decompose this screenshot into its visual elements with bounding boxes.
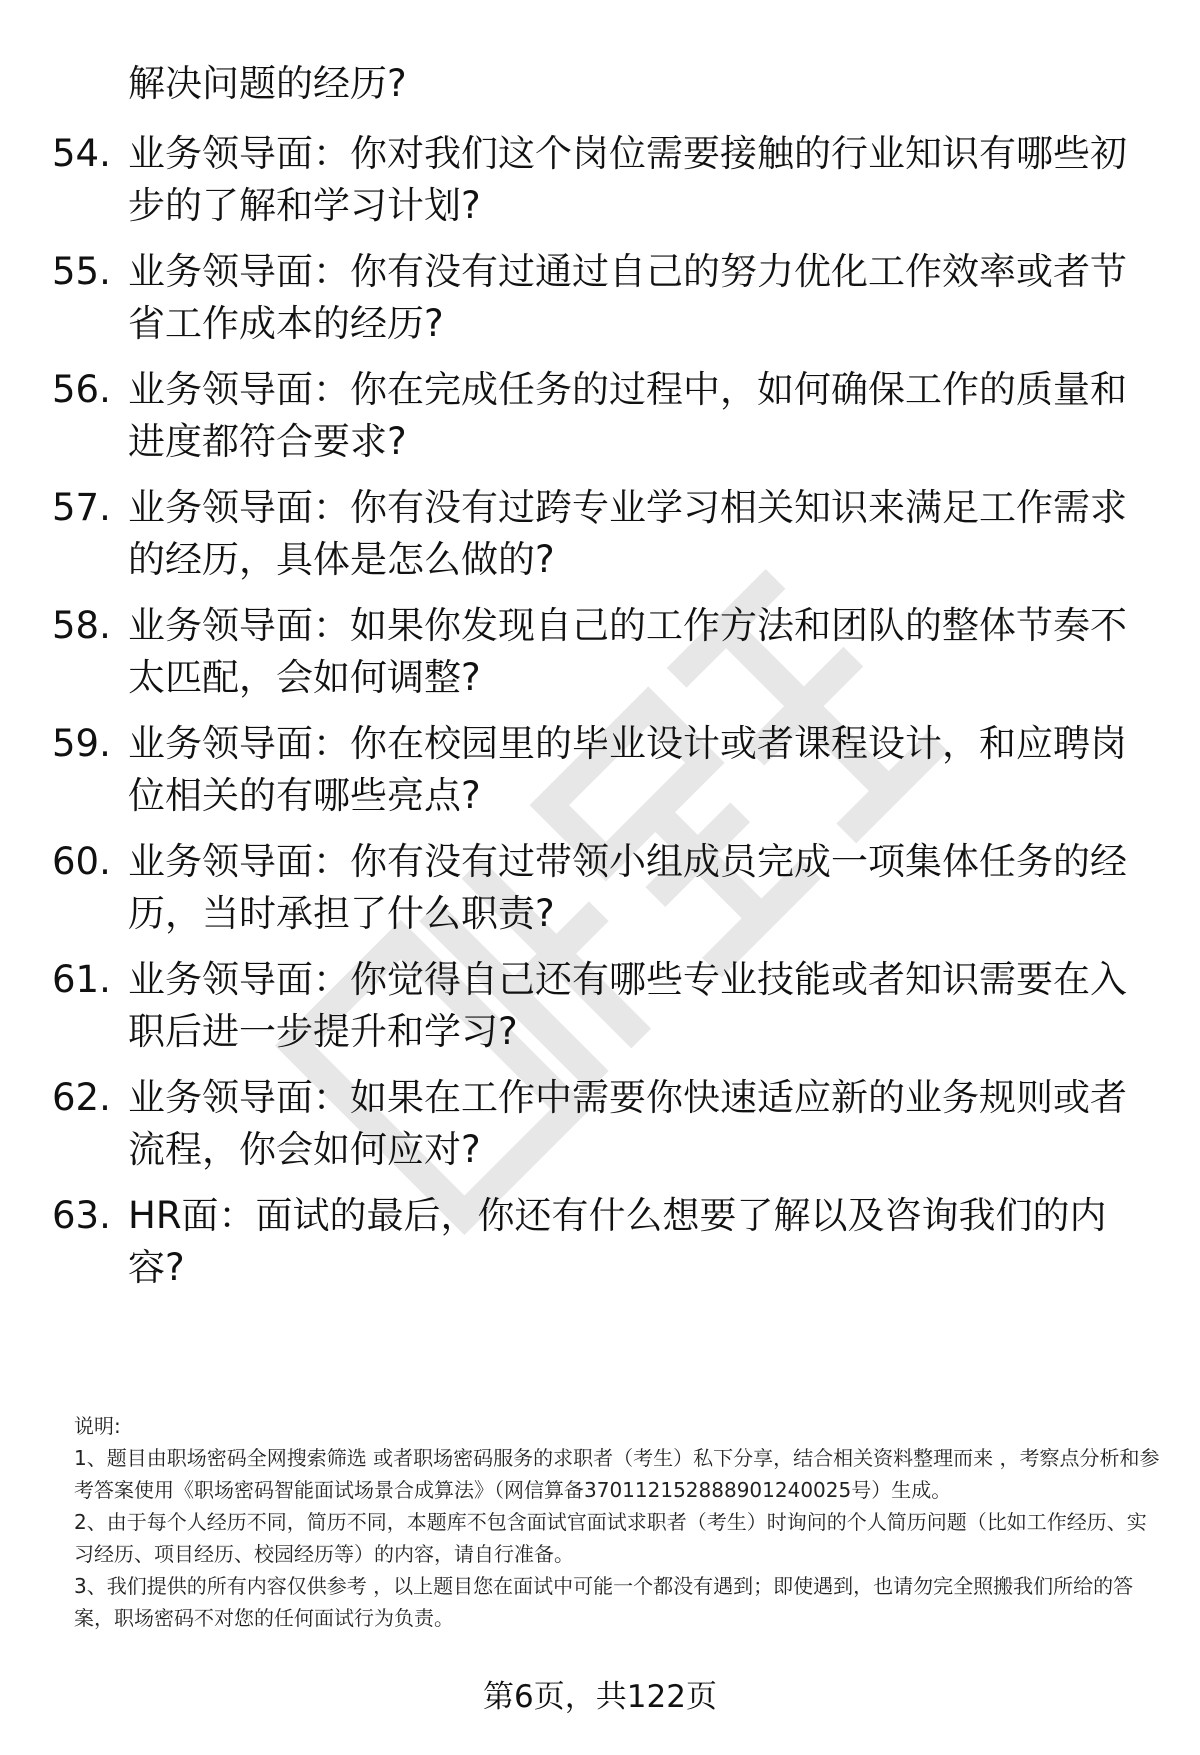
- note-item: 3、我们提供的所有内容仅供参考 ，以上题目您在面试中可能一个都没有遇到；即使遇到，也请勿完全照搬我们所给的答案，职场密码不对您的任何面试行为负责。: [74, 1574, 1134, 1630]
- page-footer: 第6页，共122页: [483, 1679, 717, 1715]
- question-number: 59.: [52, 722, 111, 765]
- question-item: [52, 246, 1152, 350]
- notes-section: [74, 1410, 1164, 1634]
- question-item: [52, 836, 1152, 940]
- question-text: 业务领导面：如果你发现自己的工作方法和团队的整体节奏不太匹配，会如何调整?: [128, 604, 1127, 699]
- question-item: [52, 128, 1152, 232]
- question-number: 63.: [52, 1194, 111, 1237]
- question-item: [52, 600, 1152, 704]
- question-number: 62.: [52, 1076, 111, 1119]
- question-text: 业务领导面：你有没有过通过自己的努力优化工作效率或者节省工作成本的经历?: [128, 250, 1127, 345]
- question-text: HR面：面试的最后，你还有什么想要了解以及咨询我们的内容?: [128, 1194, 1107, 1289]
- question-number: 56.: [52, 368, 111, 411]
- continuation-line: 解决问题的经历?: [128, 62, 407, 105]
- question-number: 55.: [52, 250, 111, 293]
- question-text: 业务领导面：你有没有过跨专业学习相关知识来满足工作需求的经历，具体是怎么做的?: [128, 486, 1127, 581]
- question-item: [52, 1190, 1152, 1294]
- question-number: 61.: [52, 958, 111, 1001]
- question-item: [52, 364, 1152, 468]
- question-number: 54.: [52, 132, 111, 175]
- question-item: [52, 482, 1152, 586]
- question-item: [52, 954, 1152, 1058]
- question-text: 业务领导面：你对我们这个岗位需要接触的行业知识有哪些初步的了解和学习计划?: [128, 132, 1127, 227]
- question-item: [52, 718, 1152, 822]
- question-item: [52, 1072, 1152, 1176]
- question-number: 60.: [52, 840, 111, 883]
- question-text: 业务领导面：你在校园里的毕业设计或者课程设计，和应聘岗位相关的有哪些亮点?: [128, 722, 1127, 817]
- question-text: 业务领导面：如果在工作中需要你快速适应新的业务规则或者流程，你会如何应对?: [128, 1076, 1127, 1171]
- note-item: 2、由于每个人经历不同，简历不同，本题库不包含面试官面试求职者（考生）时询问的个人简历问题（比如工作经历、实习经历、项目经历、校园经历等）的内容，请自行准备。: [74, 1510, 1147, 1566]
- question-text: 业务领导面：你有没有过带领小组成员完成一项集体任务的经历，当时承担了什么职责?: [128, 840, 1127, 935]
- notes-heading: 说明:: [74, 1414, 121, 1438]
- question-number: 57.: [52, 486, 111, 529]
- question-number: 58.: [52, 604, 111, 647]
- question-text: 业务领导面：你在完成任务的过程中，如何确保工作的质量和进度都符合要求?: [128, 368, 1127, 463]
- note-item: 1、题目由职场密码全网搜索筛选 或者职场密码服务的求职者（考生）私下分享，结合相关资料整理而来 ，考察点分析和参考答案使用《职场密码智能面试场景合成算法》（网信算备370112152888901240025号）生成。: [74, 1446, 1160, 1502]
- question-text: 业务领导面：你觉得自己还有哪些专业技能或者知识需要在入职后进一步提升和学习?: [128, 958, 1127, 1053]
